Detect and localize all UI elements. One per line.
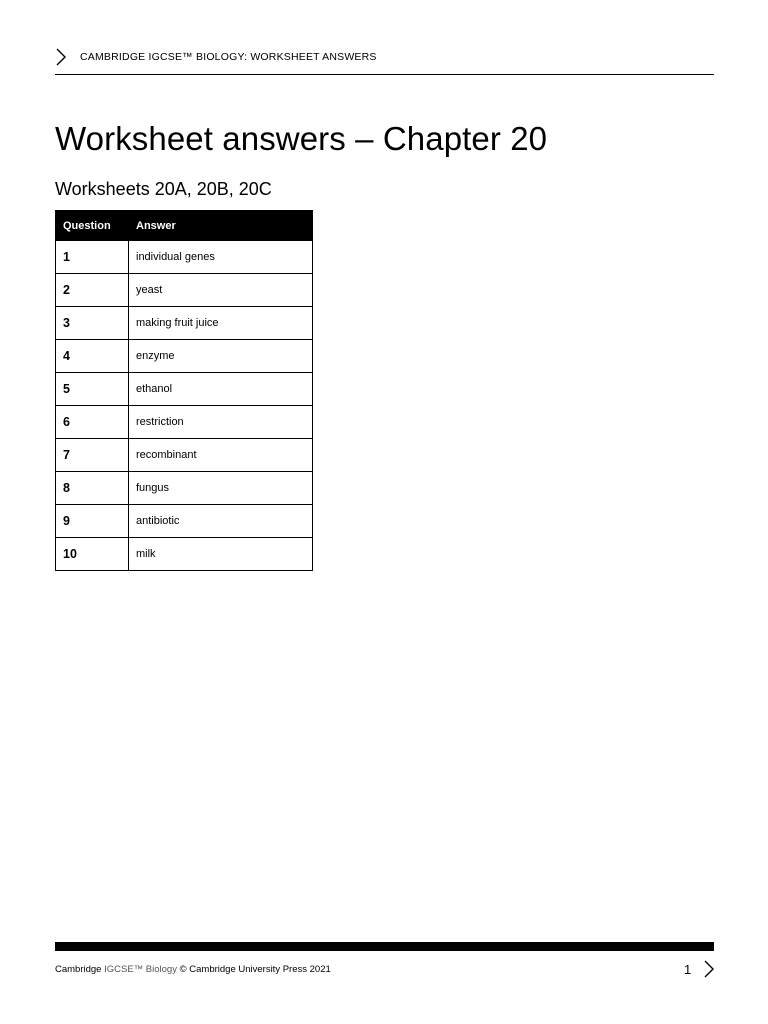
question-number: 3 — [56, 307, 129, 340]
answer-text: individual genes — [129, 241, 313, 274]
question-number: 7 — [56, 439, 129, 472]
table-row — [56, 406, 313, 439]
table-row — [56, 241, 313, 274]
question-number: 6 — [56, 406, 129, 439]
question-number: 4 — [56, 340, 129, 373]
chevron-right-icon — [55, 48, 67, 66]
answer-text: ethanol — [129, 373, 313, 406]
table-row — [56, 307, 313, 340]
question-number: 5 — [56, 373, 129, 406]
column-header-answer: Answer — [129, 211, 313, 241]
question-number: 10 — [56, 538, 129, 571]
page-title: Worksheet answers – Chapter 20 — [55, 120, 548, 157]
answer-text: milk — [129, 538, 313, 571]
page-number: 1 — [684, 962, 692, 977]
table-row — [56, 274, 313, 307]
table-header-row — [56, 211, 313, 241]
table-row — [56, 538, 313, 571]
question-number: 2 — [56, 274, 129, 307]
answer-text: restriction — [129, 406, 313, 439]
header-title: CAMBRIDGE IGCSE™ BIOLOGY: WORKSHEET ANSWERS — [80, 51, 377, 63]
question-number: 9 — [56, 505, 129, 538]
page-header — [55, 46, 714, 75]
table-row — [56, 505, 313, 538]
table-row — [56, 439, 313, 472]
footer-copyright — [55, 964, 331, 975]
answer-text: making fruit juice — [129, 307, 313, 340]
question-number: 1 — [56, 241, 129, 274]
column-header-question: Question — [56, 211, 129, 241]
footer-copyright-text: © Cambridge University Press 2021 — [179, 964, 331, 975]
table-row — [56, 373, 313, 406]
answer-text: enzyme — [129, 340, 313, 373]
footer-brand: Cambridge — [55, 964, 102, 975]
answer-text: antibiotic — [129, 505, 313, 538]
page-subtitle: Worksheets 20A, 20B, 20C — [55, 179, 272, 199]
answer-text: fungus — [129, 472, 313, 505]
answer-text: yeast — [129, 274, 313, 307]
answer-text: recombinant — [129, 439, 313, 472]
table-row — [56, 472, 313, 505]
footer-course: IGCSE™ Biology — [104, 964, 177, 975]
chevron-right-icon[interactable] — [703, 960, 715, 978]
question-number: 8 — [56, 472, 129, 505]
table-row — [56, 340, 313, 373]
footer-divider — [55, 942, 714, 951]
answers-table — [55, 210, 313, 571]
